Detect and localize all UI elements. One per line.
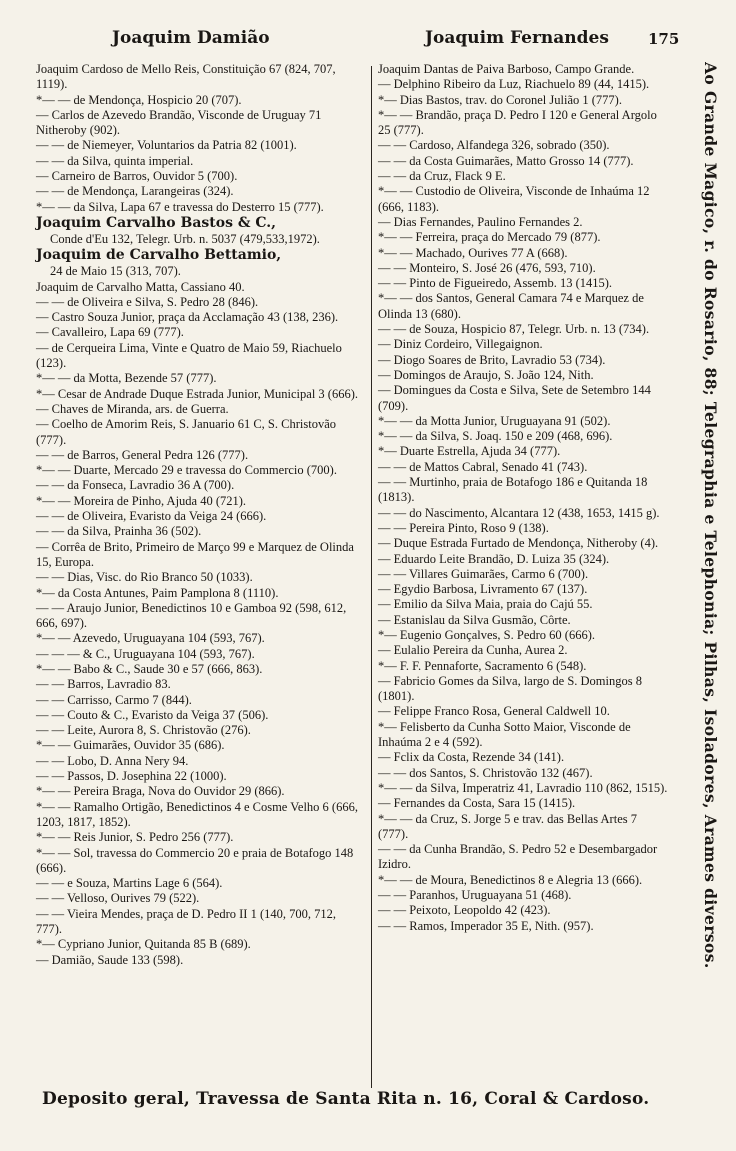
directory-entry: — Domingos de Araujo, S. João 124, Nith. — [378, 367, 594, 382]
directory-heading-entry: Joaquim Carvalho Bastos & C., — [36, 214, 277, 231]
directory-entry: — Eduardo Leite Brandão, D. Luiza 35 (324). — [378, 551, 610, 566]
directory-entry: *— — Ramalho Ortigão, Benedictinos 4 e Cosme Velho 6 (666, 1203, 1817, 1852). — [36, 799, 358, 829]
directory-entry: *— Dias Bastos, trav. do Coronel Julião 1 (777). — [378, 92, 622, 107]
directory-entry: — — de Barros, General Pedra 126 (777). — [36, 447, 249, 462]
directory-entry: — — Monteiro, S. José 26 (476, 593, 710). — [378, 260, 596, 275]
directory-entry: *— — da Motta Junior, Uruguayana 91 (502). — [378, 413, 611, 428]
directory-entry: — — Lobo, D. Anna Nery 94. — [36, 753, 189, 768]
page-number: 175 — [648, 30, 680, 48]
directory-entry: — Estanislau da Silva Gusmão, Côrte. — [378, 612, 571, 627]
directory-entry: — — da Silva, quinta imperial. — [36, 153, 194, 168]
directory-entry: — — Pereira Pinto, Roso 9 (138). — [378, 520, 549, 535]
directory-heading-entry: Joaquim de Carvalho Bettamio, — [36, 247, 282, 264]
directory-entry: *— — dos Santos, General Camara 74 e Marquez de Olinda 13 (680). — [378, 291, 644, 321]
directory-entry: *— — da Motta, Bezende 57 (777). — [36, 371, 217, 386]
directory-entry: *— — Guimarães, Ouvidor 35 (686). — [36, 738, 225, 753]
directory-entry: — Domingues da Costa e Silva, Sete de Setembro 144 (709). — [378, 383, 651, 413]
directory-entry: — Castro Souza Junior, praça da Acclamação 43 (138, 236). — [36, 310, 339, 325]
directory-entry: *— — Brandão, praça D. Pedro I 120 e General Argolo 25 (777). — [378, 107, 657, 138]
directory-entry: — — do Nascimento, Alcantara 12 (438, 1653, 1415 g). — [378, 505, 660, 520]
directory-entry: — — Dias, Visc. do Rio Branco 50 (1033). — [36, 570, 253, 585]
left-column — [36, 62, 364, 968]
directory-entry: — — — & C., Uruguayana 104 (593, 767). — [36, 646, 255, 661]
directory-entry: — Dias Fernandes, Paulino Fernandes 2. — [378, 214, 583, 229]
directory-entry: — Egydio Barbosa, Livramento 67 (137). — [378, 582, 588, 597]
directory-entry: *— — Azevedo, Uruguayana 104 (593, 767). — [36, 631, 265, 646]
directory-entry: *— Cesar de Andrade Duque Estrada Junior, Municipal 3 (666). — [36, 386, 358, 401]
directory-entry: *— — Moreira de Pinho, Ajuda 40 (721). — [36, 493, 247, 508]
directory-entry: *— — Custodio de Oliveira, Visconde de Inhaúma 12 (666, 1183). — [378, 184, 650, 214]
right-column — [378, 62, 668, 934]
directory-entry: 24 de Maio 15 (313, 707). — [50, 264, 181, 279]
directory-entry: — Fclix da Costa, Rezende 34 (141). — [378, 750, 565, 765]
directory-entry: *— Duarte Estrella, Ajuda 34 (777). — [378, 444, 561, 459]
directory-entry: — — Velloso, Ourives 79 (522). — [36, 891, 200, 906]
directory-entry: — — e Souza, Martins Lage 6 (564). — [36, 876, 223, 891]
directory-entry: — — Cardoso, Alfandega 326, sobrado (350). — [378, 138, 610, 153]
directory-entry: *— Eugenio Gonçalves, S. Pedro 60 (666). — [378, 627, 595, 642]
directory-entry: *— — Duarte, Mercado 29 e travessa do Commercio (700). — [36, 463, 337, 478]
directory-entry: — Coelho de Amorim Reis, S. Januario 61 C, S. Christovão (777). — [36, 417, 336, 447]
directory-entry: — — de Mendonça, Larangeiras (324). — [36, 184, 234, 199]
directory-entry: — — Leite, Aurora 8, S. Christovão (276). — [36, 723, 251, 738]
directory-entry: — — Carrisso, Carmo 7 (844). — [36, 692, 192, 707]
directory-entry: *— da Costa Antunes, Paim Pamplona 8 (1110). — [36, 585, 279, 600]
directory-entry: — — Vieira Mendes, praça de D. Pedro II 1 (140, 700, 712, 777). — [36, 906, 336, 937]
directory-entry: — — Passos, D. Josephina 22 (1000). — [36, 769, 227, 784]
directory-entry: — — de Niemeyer, Voluntarios da Patria 82 (1001). — [36, 138, 297, 153]
directory-entry: — Fernandes da Costa, Sara 15 (1415). — [378, 796, 576, 811]
directory-entry: *— — de Mendonça, Hospicio 20 (707). — [36, 92, 242, 107]
directory-entry: — — de Oliveira e Silva, S. Pedro 28 (846). — [36, 294, 259, 309]
directory-entry: *— — Ferreira, praça do Mercado 79 (877). — [378, 230, 601, 245]
directory-entry: *— — Machado, Ourives 77 A (668). — [378, 245, 568, 260]
directory-entry: — Carlos de Azevedo Brandão, Visconde de Uruguay 71 Nitheroby (902). — [36, 107, 322, 138]
directory-entry: — — Peixoto, Leopoldo 42 (423). — [378, 903, 551, 918]
directory-entry: — Delphino Ribeiro da Luz, Riachuelo 89 (44, 1415). — [378, 77, 650, 92]
directory-entry: — — da Silva, Prainha 36 (502). — [36, 524, 202, 539]
directory-entry: — — da Cunha Brandão, S. Pedro 52 e Desembargador Izidro. — [378, 842, 658, 872]
directory-entry: *— Cypriano Junior, Quitanda 85 B (689). — [36, 937, 251, 952]
directory-entry: — — de Souza, Hospicio 87, Telegr. Urb. n. 13 (734). — [378, 322, 650, 337]
running-head-right: Joaquim Fernandes — [425, 28, 609, 48]
directory-entry: — Corrêa de Brito, Primeiro de Março 99 e Marquez de Olinda 15, Europa. — [36, 539, 354, 569]
directory-entry: *— F. F. Pennaforte, Sacramento 6 (548). — [378, 658, 587, 673]
directory-entry: *— — Pereira Braga, Nova do Ouvidor 29 (866). — [36, 784, 285, 799]
directory-entry: *— — da Silva, S. Joaq. 150 e 209 (468, 696). — [378, 429, 613, 444]
directory-entry: — — da Costa Guimarães, Matto Grosso 14 (777). — [378, 153, 634, 168]
directory-entry: — de Cerqueira Lima, Vinte e Quatro de Maio 59, Riachuelo (123). — [36, 340, 342, 371]
directory-entry: — Felippe Franco Rosa, General Caldwell 10. — [378, 704, 610, 719]
directory-entry: — — Ramos, Imperador 35 E, Nith. (957). — [378, 918, 594, 933]
directory-entry: — Diniz Cordeiro, Villegaignon. — [378, 337, 543, 352]
page-header — [0, 22, 736, 56]
directory-entry: — — Barros, Lavradio 83. — [36, 677, 171, 692]
directory-entry: — Diogo Soares de Brito, Lavradio 53 (734). — [378, 352, 606, 367]
directory-entry: — — de Oliveira, Evaristo da Veiga 24 (666). — [36, 509, 267, 524]
column-divider — [371, 66, 372, 1088]
footer-advertisement: Deposito geral, Travessa de Santa Rita n. 16, Coral & Cardoso. — [42, 1089, 650, 1109]
directory-entry: — Eulalio Pereira da Cunha, Aurea 2. — [378, 643, 568, 658]
directory-entry: Conde d'Eu 132, Telegr. Urb. n. 5037 (479,533,1972). — [50, 231, 320, 246]
directory-entry: *— — de Moura, Benedictinos 8 e Alegria 13 (666). — [378, 872, 643, 887]
directory-entry: — Chaves de Miranda, ars. de Guerra. — [36, 401, 229, 416]
directory-entry: — — da Fonseca, Lavradio 36 A (700). — [36, 478, 235, 493]
directory-entry: *— — Reis Junior, S. Pedro 256 (777). — [36, 830, 234, 845]
directory-entry: — — de Mattos Cabral, Senado 41 (743). — [378, 459, 588, 474]
directory-entry: — Emilio da Silva Maia, praia do Cajú 55. — [378, 597, 593, 612]
running-head-left: Joaquim Damião — [112, 28, 270, 48]
directory-entry: Joaquim Dantas de Paiva Barboso, Campo Grande. — [378, 62, 635, 76]
directory-entry: *— — Babo & C., Saude 30 e 57 (666, 863). — [36, 661, 263, 676]
directory-entry: Joaquim de Carvalho Matta, Cassiano 40. — [36, 279, 245, 294]
directory-entry: — — Pinto de Figueiredo, Assemb. 13 (1415). — [378, 276, 613, 291]
directory-entry: — — Araujo Junior, Benedictinos 10 e Gamboa 92 (598, 612, 666, 697). — [36, 600, 347, 631]
directory-entry: — Fabricio Gomes da Silva, largo de S. Domingos 8 (1801). — [378, 673, 642, 704]
directory-entry: — — Murtinho, praia de Botafogo 186 e Quitanda 18 (1813). — [378, 475, 648, 505]
directory-entry: — — Villares Guimarães, Carmo 6 (700). — [378, 566, 589, 581]
directory-entry: — Damião, Saude 133 (598). — [36, 952, 184, 967]
directory-entry: — — dos Santos, S. Christovão 132 (467). — [378, 765, 593, 780]
directory-entry: Joaquim Cardoso de Mello Reis, Constituição 67 (824, 707, 1119). — [36, 62, 336, 92]
directory-entry: *— — da Cruz, S. Jorge 5 e trav. das Bellas Artes 7 (777). — [378, 811, 637, 841]
directory-entry: *— — da Silva, Lapa 67 e travessa do Desterro 15 (777). — [36, 199, 324, 214]
directory-entry: — Carneiro de Barros, Ouvidor 5 (700). — [36, 169, 238, 184]
directory-entry: — Cavalleiro, Lapa 69 (777). — [36, 325, 184, 340]
side-advertisement — [694, 62, 734, 1082]
directory-entry: — Duque Estrada Furtado de Mendonça, Nitheroby (4). — [378, 536, 659, 551]
directory-entry: — — Paranhos, Uruguayana 51 (468). — [378, 888, 572, 903]
directory-entry: *— — Sol, travessa do Commercio 20 e praia de Botafogo 148 (666). — [36, 845, 354, 875]
directory-entry: *— — da Silva, Imperatriz 41, Lavradio 110 (862, 1515). — [378, 780, 668, 795]
side-advertisement-text: Ao Grande Magico, r. do Rosario, 88; Telegraphia e Telephonia; Pilhas, Isoladores, Arames diversos. — [701, 62, 720, 969]
directory-entry: — — da Cruz, Flack 9 E. — [378, 169, 506, 184]
directory-entry: *— Felisberto da Cunha Sotto Maior, Visconde de Inhaúma 2 e 4 (592). — [378, 719, 631, 750]
directory-entry: — — Couto & C., Evaristo da Veiga 37 (506). — [36, 707, 269, 722]
